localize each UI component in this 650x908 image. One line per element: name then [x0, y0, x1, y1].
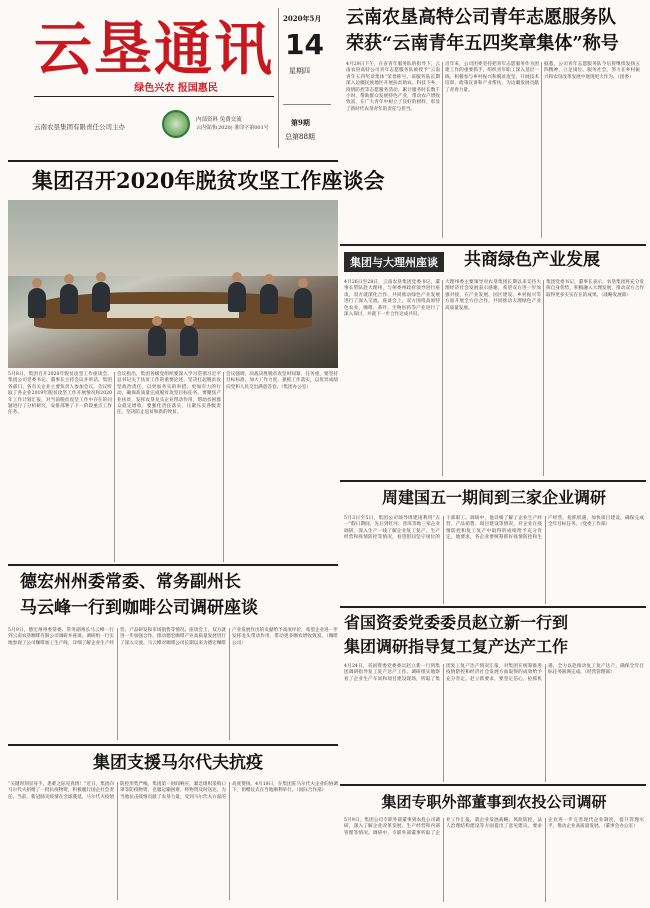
dali-body-1: 4月26日至28日，云南农垦集团党委书记、董事长带队赴大理州，与州委州政府领导进行座谈，双方就深化合作、共同推动绿色产业发展进行了深入交流。座谈会上，双方围绕高原特色农业、咖啡、茶叶、生物医药等产业进行了深入探讨，并就下一步合作达成共识。 [344, 280, 440, 318]
dali-body-2: 大理州委主要领导对农垦集团长期以来支持大理经济社会发展表示感谢，希望双方进一步加强对接，在产业发展、园区建设、乡村振兴等方面开展全方位合作，共同推动大理绿色产业高质量发展。 [445, 280, 541, 311]
masthead-title: 云垦通讯 [34, 15, 275, 83]
dali-tag: 集团与大理州座谈 [344, 252, 444, 272]
sasac-headline-2: 集团调研指导复工复产达产工作 [344, 637, 569, 656]
dali-headline: 共商绿色产业发展 [464, 250, 600, 270]
meeting-photo [8, 200, 338, 368]
dehong-headline-2: 马云峰一行到咖啡公司调研座谈 [20, 598, 258, 618]
seal-icon [162, 110, 190, 138]
youth-article [340, 4, 646, 242]
date-weekday: 星期四 [289, 67, 310, 75]
date-month: 2020年5月 [283, 14, 322, 23]
rural-body: 5月9日，集团公司专职外部董事到农投公司调研，深入了解企业改革发展、生产经营和内部管理等情况。调研中，专职外部董事听取了企业工作汇报，就企业发展战略、风险防控、法人治理结构建设等方面提出了意见建议，要求企业进一步完善现代企业制度，提升管理水平，推动企业高质量发展。（董事会办公室） [344, 818, 644, 836]
masthead-notice-2: 云内资准(2020) 准印字第001号 [196, 125, 269, 131]
youth-body-2: 近年来，公司团委坚持把青年志愿服务作为团建工作的重要抓手，组织青年职工深入基层一线，积极参与乡村振兴和脱贫攻坚，开展技术培训、政策宣讲和产业帮扶，为边疆发展贡献了青春力量。 [445, 62, 539, 93]
lead-headline: 集团召开2020年脱贫攻坚工作座谈会 [32, 168, 385, 193]
date-day: 14 [285, 28, 324, 61]
lead-body-3: 会议强调，决战决胜脱贫攻坚时间紧、任务重，要坚持目标标准，加大工作力度，狠抓工作落实，以优异成绩向党和人民交出满意答卷。（集团办公室） [226, 372, 338, 390]
lead-body-1: 5月8日，集团召开2020年脱贫攻坚工作座谈会，集团公司党委书记、董事长主持会议并讲话。集团各部门、各有关企业主要负责人参加会议。会议听取了各企业2019年脱贫攻坚工作开展情况和2020年工作计划汇报，对当前脱贫攻坚工作中存在的问题进行了分析研究，安排部署了下一阶段重点工作任务。 [8, 372, 112, 416]
sasac-body: 4月24日，省国资委党委委员赵立新一行到集团调研指导复工复产达产工作。调研组实地察看了企业生产车间和项目建设现场，听取了集团复工复产达产情况汇报，对集团在统筹推进疫情防控和经济社会发展方面取得的成效给予充分肯定。赵立新要求，要坚定信心，抢抓机遇，全力以赴推动复工复产达产，确保全年目标任务圆满完成。（经营管理部） [344, 664, 644, 682]
labor-headline: 周建国五一期间到三家企业调研 [381, 488, 606, 507]
maldives-headline: 集团支援马尔代夫抗疫 [93, 753, 263, 773]
date-block [278, 8, 336, 148]
masthead-notice-1: 内部资料 免费交流 [196, 117, 242, 123]
rural-headline: 集团专职外部董事到农投公司调研 [381, 793, 607, 811]
youth-headline-2: 荣获“云南青年五四奖章集体”称号 [346, 33, 619, 54]
total-issue: 总第88期 [285, 133, 315, 141]
labor-body: 5月3日至5日，集团公司领导周建国利用“五一”假日期间，先后到红河、普洱等地三家企业调研，深入生产一线了解企业复工复产、生产经营和疫情防控等情况，看望慰问坚守岗位的干部职工。调研中，他详细了解了企业生产经营、产品销售、项目建设等情况，对企业在疫情防控和复工复产中取得的成绩给予充分肯定。他要求，各企业要统筹抓好疫情防控和生产经营，抢抓机遇，加快项目建设，确保完成全年目标任务。（党委工作部） [344, 516, 644, 541]
masthead-sponsor: 云南农垦集团有限责任公司主办 [34, 123, 125, 131]
lead-body-2: 会议指出，集团各级党组织要深入学习贯彻习近平总书记关于扶贫工作的重要论述，坚决扛起脱贫攻坚政治责任，以更加务实的举措、更加有力的行动，确保高质量完成脱贫攻坚目标任务。要聚焦产业扶贫，发挥农垦龙头企业带动作用，帮助贫困群众稳定增收；要强化责任落实，压紧压实各级责任，坚决防止返贫和新的致贫。 [117, 372, 221, 416]
maldives-body: “关键时刻显身手，患难之际见真情！”近日，集团向马尔代夫捐赠了一批抗疫物资，积极履行国企社会责任。当前，新冠肺炎疫情在全球蔓延，马尔代夫疫情防控形势严峻。集团第一时间响应，紧急组织采购口罩等防疫物资，克服运输困难，将物资及时送达，为当地抗击疫情贡献了农垦力量，受到马尔代夫方面的高度赞扬。4月19日，在集团驻马尔代夫企业的协调下，捐赠仪式在当地顺利举行。（国际合作部） [8, 782, 338, 800]
youth-headline-1: 云南农垦高特公司青年志愿服务队 [346, 7, 616, 28]
dehong-headline-1: 德宏州州委常委、常务副州长 [20, 572, 241, 592]
dali-body-3: 集团党委书记、董事长表示，农垦集团将充分发挥自身优势，积极融入大理发展，推动双方合作取得更多实实在在的成果。（战略发展部） [546, 280, 644, 298]
dehong-body: 5月9日，德宏州州委常委、常务副州长马云峰一行到云南农垦咖啡有限公司调研并座谈。调研组一行实地参观了公司咖啡加工生产线，详细了解企业生产经营、产品研发和市场销售等情况。座谈会上，双方就进一步加强合作、推动德宏咖啡产业高质量发展进行了深入交流。马云峰对咖啡公司长期以来为德宏咖啡产业发展作出的贡献给予高度评价，希望企业进一步发挥龙头带动作用，带动更多咖农增收致富。（咖啡公司） [8, 628, 338, 646]
youth-body-1: 4月29日下午，在省青年服务队的指导下，云南农垦高特公司青年志愿服务队被授予“云南青年五四奖章集体”荣誉称号。该服务队长期深入边疆民族地区开展扶贫助农、科技下乡、疫情防控等志愿服务活动，累计服务时长数千小时，帮助群众发展特色产业，带动农户增收致富，在广大青年中树立了良好的榜样，彰显了新时代农垦青年的责任与担当。 [346, 62, 440, 112]
issue-number: 第9期 [291, 118, 310, 127]
masthead-slogan: 绿色兴农 报国惠民 [134, 83, 218, 94]
sasac-headline-1: 省国资委党委委员赵立新一行到 [344, 613, 569, 632]
youth-body-3: 据悉，公司青年志愿服务队今后将继续发扬五四精神，立足岗位、服务社会，努力在乡村振兴和农垦改革发展中展现更大作为。（团委） [544, 62, 640, 80]
